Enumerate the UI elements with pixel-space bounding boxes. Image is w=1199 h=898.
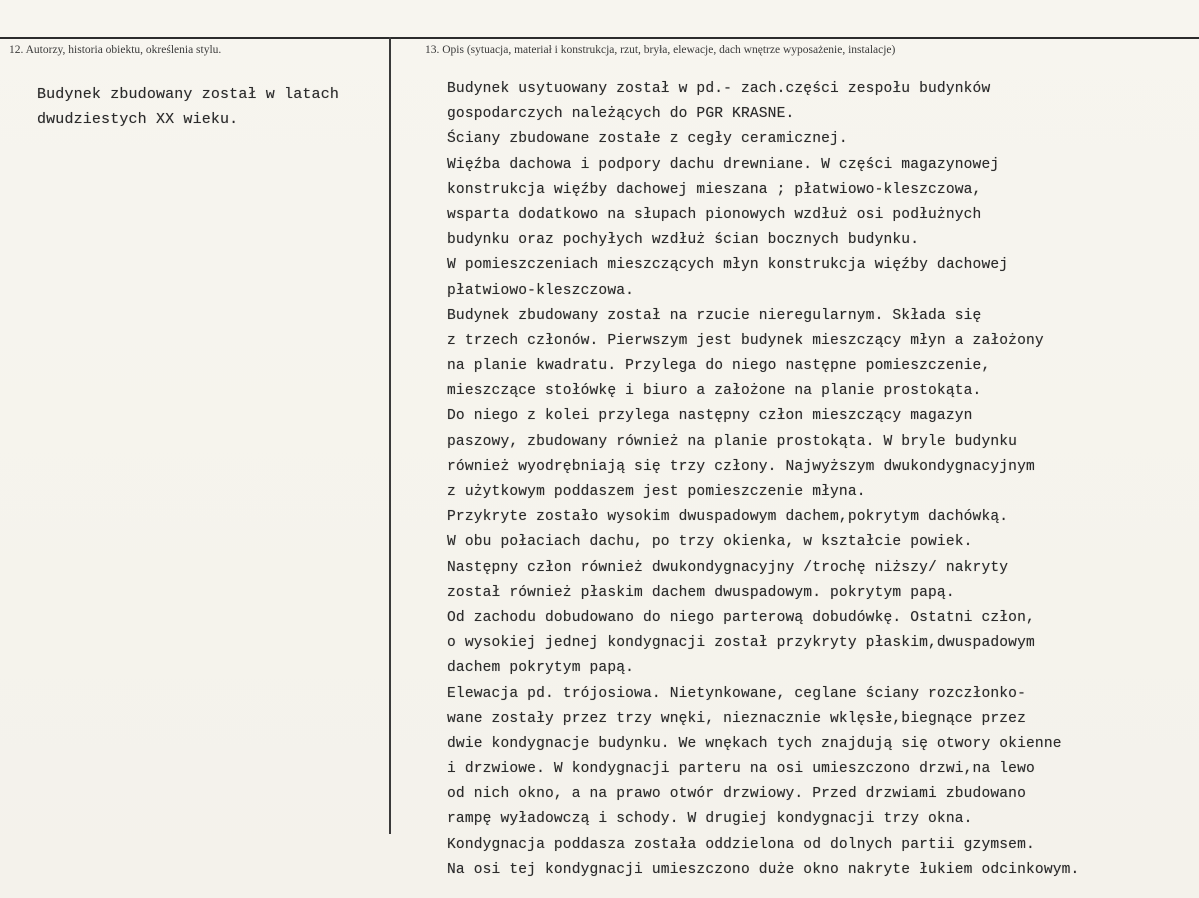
text-line: o wysokiej jednej kondygnacji został przykryty płaskim,dwuspadowym: [447, 635, 1035, 652]
text-line: konstrukcja więźby dachowej mieszana ; płatwiowo-kleszczowa,: [447, 181, 982, 198]
text-line: Na osi tej kondygnacji umieszczono duże okno nakryte łukiem odcinkowym.: [447, 861, 1080, 878]
section-12-header: 12. Autorzy, historia obiektu, określenia stylu.: [9, 44, 222, 56]
text-line: wane zostały przez trzy wnęki, nieznacznie wklęsłe,biegnące przez: [447, 710, 1026, 727]
text-line: i drzwiowe. W kondygnacji parteru na osi umieszczono drzwi,na lewo: [447, 761, 1035, 778]
text-line: Budynek zbudowany został w latach: [37, 86, 339, 103]
text-line: został również płaskim dachem dwuspadowym. pokrytym papą.: [447, 584, 955, 601]
text-line: Od zachodu dobudowano do niego parterową dobudówkę. Ostatni człon,: [447, 609, 1035, 626]
text-line: na planie kwadratu. Przylega do niego następne pomieszczenie,: [447, 358, 991, 375]
text-line: płatwiowo-kleszczowa.: [447, 282, 635, 299]
text-line: Przykryte zostało wysokim dwuspadowym dachem,pokrytym dachówką.: [447, 509, 1009, 526]
text-line: dwudziestych XX wieku.: [37, 111, 239, 128]
section-13-header: 13. Opis (sytuacja, materiał i konstrukcja, rzut, bryła, elewacje, dach wnętrze wyposażenie, instalacje): [425, 44, 896, 56]
text-line: budynku oraz pochyłych wzdłuż ścian bocznych budynku.: [447, 232, 920, 249]
top-rule: [0, 37, 1199, 39]
text-line: gospodarczych należących do PGR KRASNE.: [447, 106, 795, 123]
text-line: wsparta dodatkowo na słupach pionowych wzdłuż osi podłużnych: [447, 206, 982, 223]
text-line: Kondygnacja poddasza została oddzielona od dolnych partii gzymsem.: [447, 836, 1035, 853]
text-line: rampę wyładowczą i schody. W drugiej kondygnacji trzy okna.: [447, 811, 973, 828]
text-line: Budynek zbudowany został na rzucie nieregularnym. Składa się: [447, 307, 982, 324]
text-line: Elewacja pd. trójosiowa. Nietynkowane, ceglane ściany rozczłonko-: [447, 685, 1026, 702]
section-12-text: [37, 82, 387, 132]
text-line: W obu połaciach dachu, po trzy okienka, w kształcie powiek.: [447, 534, 973, 551]
text-line: dachem pokrytym papą.: [447, 660, 635, 677]
text-line: dwie kondygnacje budynku. We wnękach tych znajdują się otwory okienne: [447, 735, 1062, 752]
text-line: z użytkowym poddaszem jest pomieszczenie młyna.: [447, 484, 866, 500]
text-line: Ściany zbudowane zostałe z cegły ceramicznej.: [447, 131, 848, 148]
text-line: mieszczące stołówkę i biuro a założone na planie prostokąta.: [447, 383, 982, 400]
text-line: również wyodrębniają się trzy człony. Najwyższym dwukondygnacyjnym: [447, 458, 1035, 475]
text-line: Więźba dachowa i podpory dachu drewniane. W części magazynowej: [447, 156, 1000, 173]
text-line: paszowy, zbudowany również na planie prostokąta. W bryle budynku: [447, 433, 1018, 450]
column-divider: [389, 37, 391, 834]
text-line: z trzech członów. Pierwszym jest budynek mieszczący młyn a założony: [447, 332, 1044, 349]
text-line: od nich okno, a na prawo otwór drzwiowy. Przed drzwiami zbudowano: [447, 786, 1026, 803]
section-13-text: [447, 77, 1197, 883]
text-line: Następny człon również dwukondygnacyjny /trochę niższy/ nakryty: [447, 559, 1009, 576]
text-line: W pomieszczeniach mieszczących młyn konstrukcja więźby dachowej: [447, 257, 1009, 274]
text-line: Do niego z kolei przylega następny człon mieszczący magazyn: [447, 408, 973, 425]
text-line: Budynek usytuowany został w pd.- zach.części zespołu budynków: [447, 81, 991, 97]
